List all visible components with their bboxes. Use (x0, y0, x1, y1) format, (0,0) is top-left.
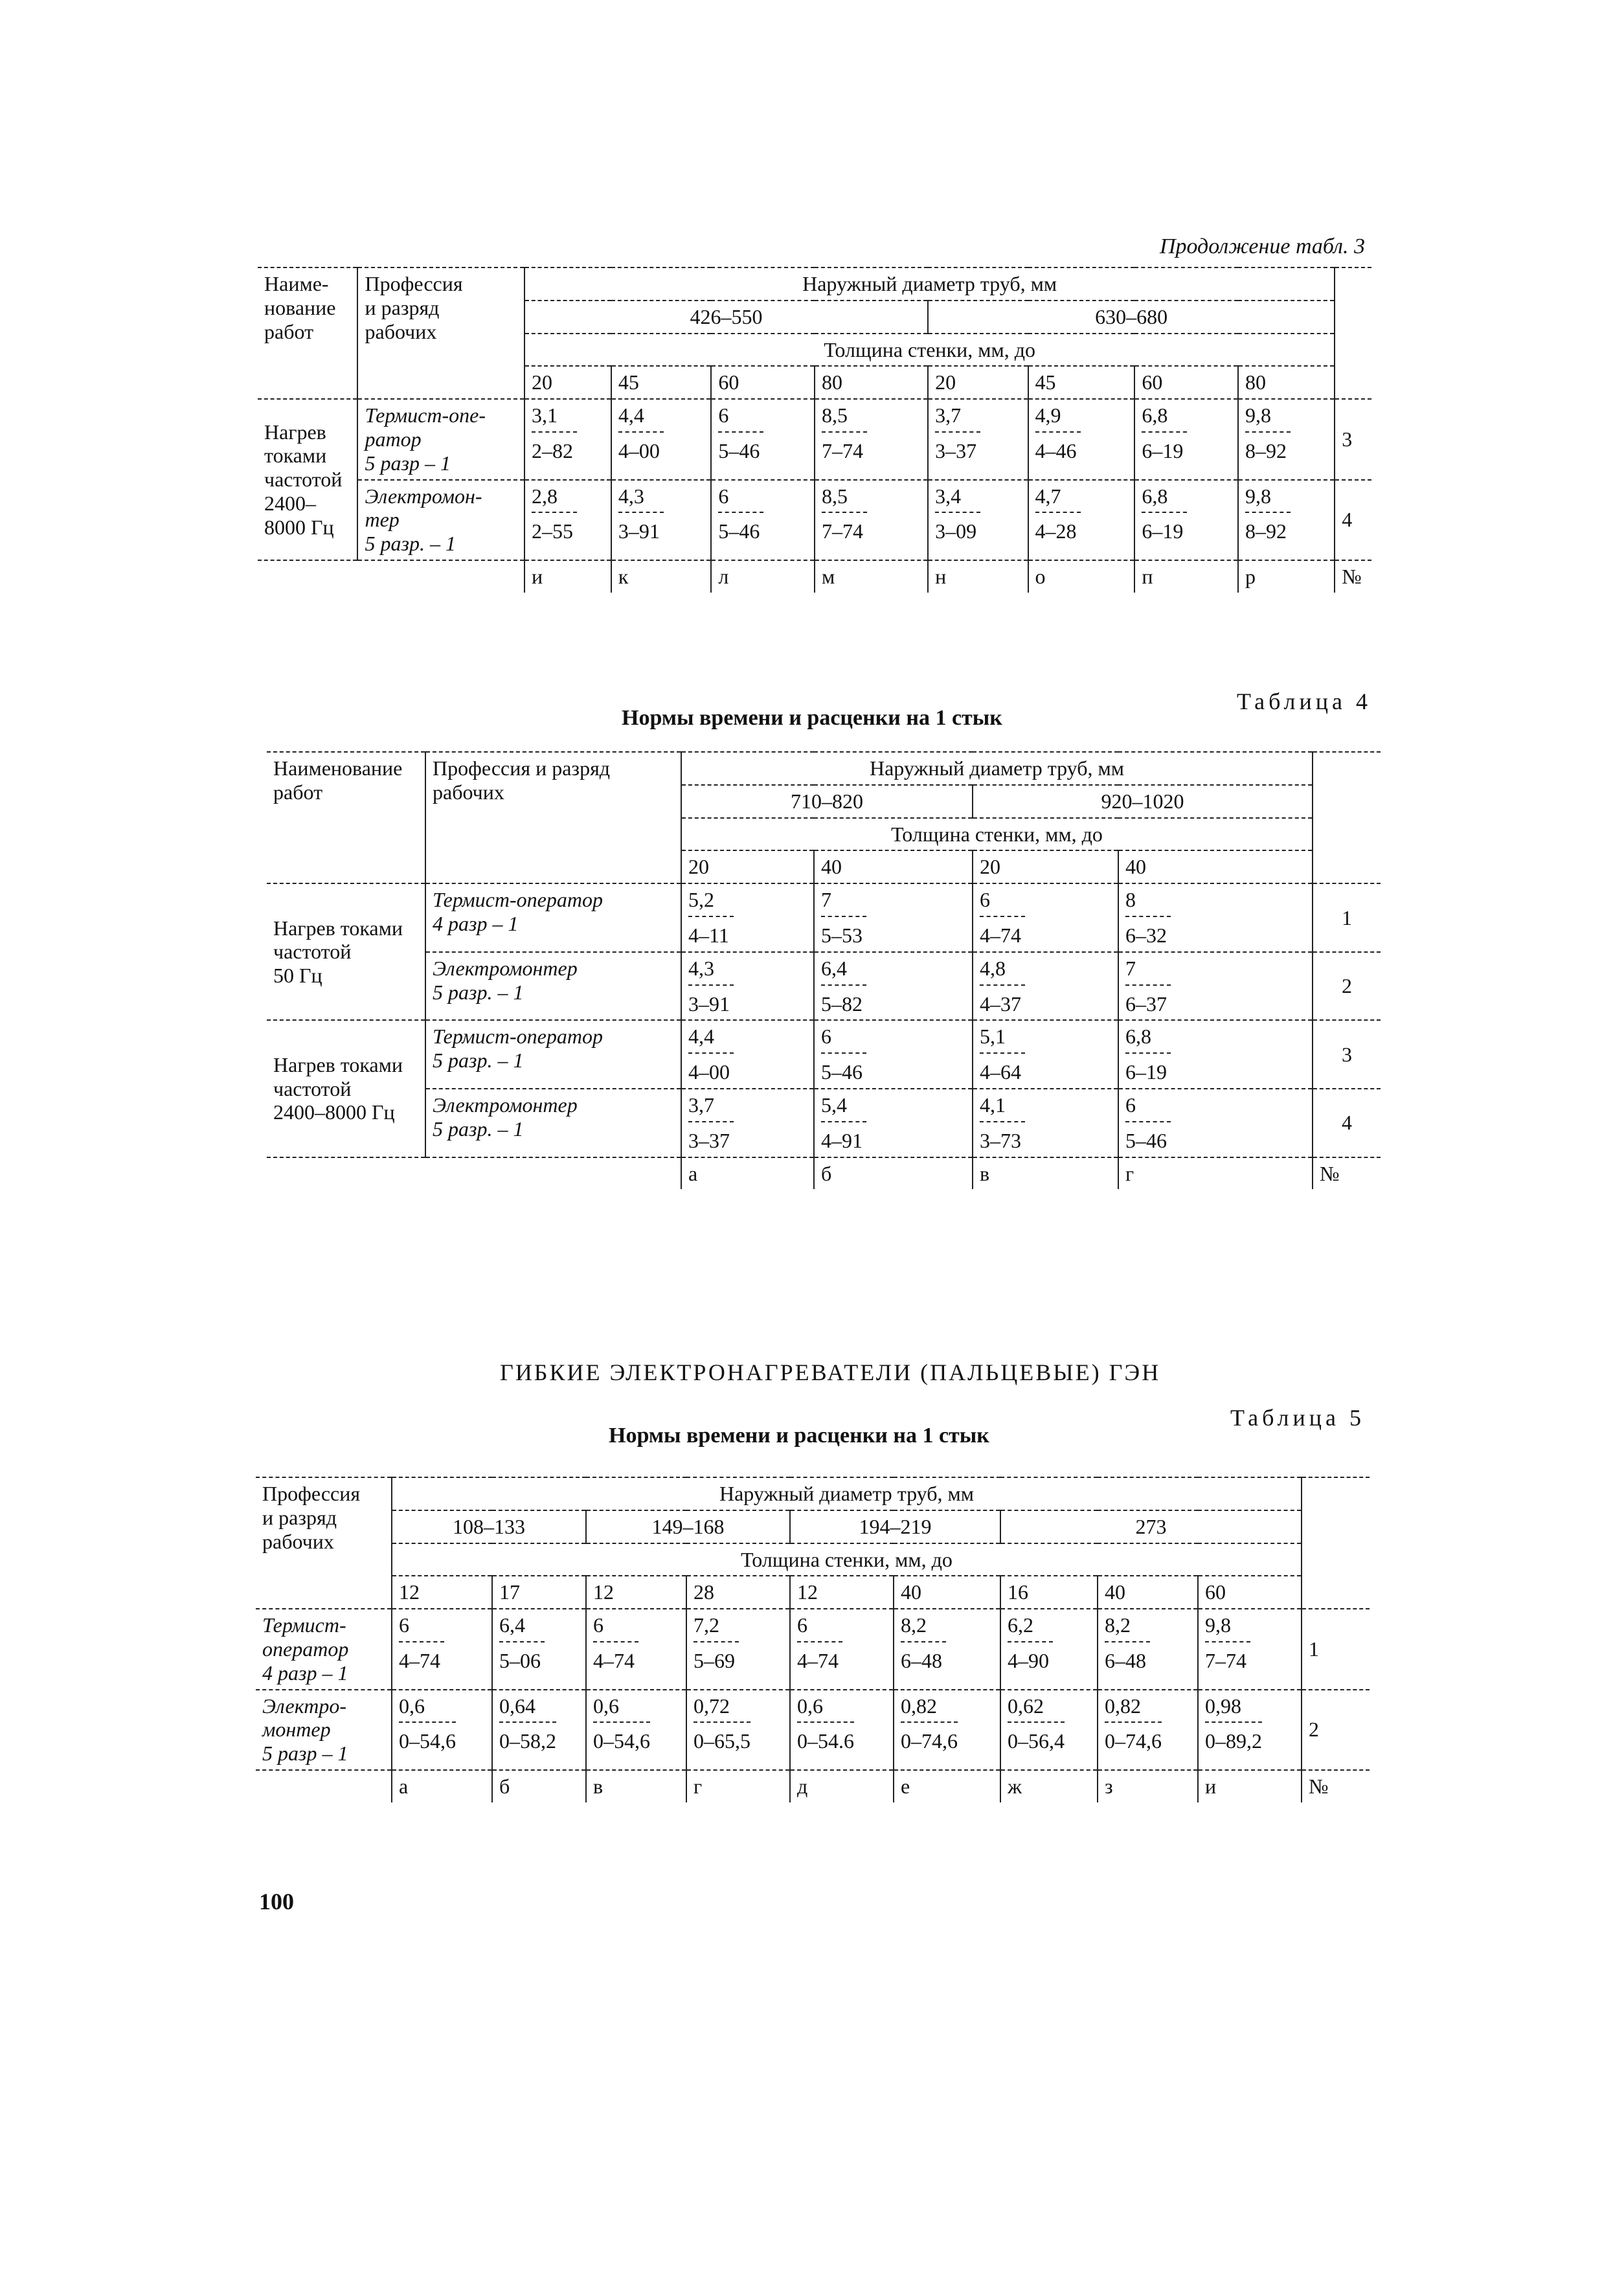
time-norm: 8,2 (1105, 1613, 1150, 1642)
time-norm: 7 (1125, 957, 1171, 986)
value-cell (492, 1690, 586, 1770)
rate: 0–54,6 (399, 1729, 456, 1753)
wall-thickness: 80 (815, 366, 928, 399)
time-norm: 8,2 (901, 1613, 946, 1642)
row-number: 4 (1335, 480, 1371, 560)
rate: 6–48 (1105, 1648, 1146, 1672)
empty-cell (1313, 752, 1381, 883)
column-letter: а (688, 1161, 698, 1185)
time-norm: 4,3 (618, 484, 664, 514)
time-norm: 6 (593, 1613, 638, 1642)
value-cell (1198, 1609, 1302, 1689)
value-cell (1238, 399, 1335, 479)
time-norm: 4,4 (688, 1025, 734, 1054)
wall-thickness: 60 (1134, 366, 1238, 399)
rate: 6–32 (1125, 923, 1167, 947)
value-cell (686, 1609, 790, 1689)
rate: 3–37 (935, 438, 977, 462)
time-norm: 9,8 (1205, 1613, 1250, 1642)
page-number: 100 (259, 1889, 294, 1914)
rate: 3–91 (688, 992, 730, 1016)
continuation-label: Продолжение табл. 3 (1159, 234, 1365, 258)
rate: 5–46 (718, 519, 760, 543)
value-cell (611, 399, 711, 479)
letter-row (267, 1157, 1381, 1190)
wall-thickness: 45 (1028, 366, 1135, 399)
time-norm: 6 (718, 403, 763, 433)
value-cell (790, 1690, 894, 1770)
diameter-range: 149–168 (586, 1510, 790, 1543)
time-norm: 6,8 (1142, 403, 1187, 433)
profession: Электро- монтер 5 разр – 1 (256, 1690, 392, 1770)
column-letter: и (1198, 1770, 1302, 1802)
table-4-grid (267, 751, 1381, 1189)
time-norm: 4,8 (980, 957, 1025, 986)
rate: 3–73 (980, 1128, 1021, 1152)
rate: 6–48 (901, 1648, 942, 1672)
column-letter: и (531, 564, 543, 588)
wall-thickness: 20 (973, 850, 1118, 883)
column-letter: а (399, 1774, 409, 1798)
value-cell (392, 1609, 492, 1689)
time-norm: 9,8 (1245, 484, 1291, 514)
column-header-profession: Профессия и разряд рабочих (357, 267, 524, 399)
time-norm: 0,98 (1205, 1694, 1262, 1723)
diameter-range: 426–550 (524, 301, 928, 334)
time-norm: 8,5 (822, 403, 867, 433)
profession: Электромонтер 5 разр. – 1 (425, 1089, 681, 1157)
time-norm: 0,72 (694, 1694, 750, 1723)
value-cell (1118, 883, 1313, 952)
rate: 4–74 (797, 1648, 839, 1672)
column-header-profession: Профессия и разряд рабочих (256, 1477, 392, 1609)
rate: 4–28 (1035, 519, 1077, 543)
value-cell (524, 399, 611, 479)
time-norm: 4,3 (688, 957, 734, 986)
column-letter: д (790, 1770, 894, 1802)
rate: 0–54,6 (593, 1729, 650, 1753)
column-letter: п (1134, 560, 1238, 593)
rate: 8–92 (1245, 519, 1287, 543)
wall-thickness: 17 (492, 1576, 586, 1609)
value-cell (1134, 399, 1238, 479)
table-3-grid (258, 267, 1371, 593)
table-row (258, 480, 1371, 560)
row-number: 2 (1313, 952, 1381, 1021)
diameter-range: 710–820 (681, 785, 973, 818)
time-norm: 0,64 (499, 1694, 556, 1723)
rate: 0–56,4 (1008, 1729, 1065, 1753)
header-diameter: Наружный диаметр труб, мм (392, 1477, 1302, 1510)
rate: 2–82 (531, 438, 573, 462)
header-diameter: Наружный диаметр труб, мм (524, 267, 1335, 301)
rate: 3–09 (935, 519, 977, 543)
value-cell (928, 480, 1028, 560)
rate: 4–00 (688, 1060, 730, 1084)
column-letter: в (973, 1157, 1118, 1190)
rate: 6–19 (1125, 1060, 1167, 1084)
wall-thickness: 40 (1118, 850, 1313, 883)
time-norm: 6 (718, 484, 763, 514)
row-number: 3 (1313, 1020, 1381, 1089)
profession: Термист-опе- ратор 5 разр – 1 (357, 399, 524, 479)
value-cell (894, 1609, 1000, 1689)
diameter-range: 108–133 (392, 1510, 586, 1543)
diameter-range: 920–1020 (973, 785, 1313, 818)
wall-thickness: 40 (1098, 1576, 1198, 1609)
rate: 0–74,6 (1105, 1729, 1162, 1753)
value-cell (1098, 1609, 1198, 1689)
value-cell (1118, 1020, 1313, 1089)
empty-cell (357, 560, 524, 593)
header-wall-thickness: Толщина стенки, мм, до (392, 1543, 1302, 1576)
value-cell (524, 480, 611, 560)
column-letter: з (1098, 1770, 1198, 1802)
value-cell (1198, 1690, 1302, 1770)
rate: 5–82 (821, 992, 863, 1016)
time-norm: 0,6 (399, 1694, 456, 1723)
rate: 3–91 (618, 519, 660, 543)
value-cell (681, 1089, 814, 1157)
wall-thickness: 28 (686, 1576, 790, 1609)
time-norm: 4,7 (1035, 484, 1081, 514)
row-number: 2 (1302, 1690, 1370, 1770)
table-row (256, 1690, 1370, 1770)
value-cell (973, 883, 1118, 952)
time-norm: 3,1 (532, 403, 577, 433)
work-name: Нагрев токами частотой 2400– 8000 Гц (258, 399, 357, 560)
column-letter: м (815, 560, 928, 593)
empty-cell (1302, 1477, 1370, 1609)
value-cell (928, 399, 1028, 479)
time-norm: 8 (1125, 888, 1171, 917)
column-header-work: Наименование работ (267, 752, 425, 883)
time-norm: 0,82 (1105, 1694, 1162, 1723)
time-norm: 6 (797, 1613, 842, 1642)
rate: 6–37 (1125, 992, 1167, 1016)
value-cell (1000, 1609, 1098, 1689)
wall-thickness: 12 (790, 1576, 894, 1609)
wall-thickness: 60 (711, 366, 815, 399)
table-5-title: Нормы времени и расценки на 1 стык (609, 1424, 989, 1448)
table-row (267, 1089, 1381, 1157)
profession: Термист-оператор 5 разр. – 1 (425, 1020, 681, 1089)
letter-row (258, 560, 1371, 593)
table-5-grid (256, 1477, 1370, 1802)
column-letter: б (814, 1157, 973, 1190)
column-header-profession: Профессия и разряд рабочих (425, 752, 681, 883)
rate: 5–46 (821, 1060, 863, 1084)
rate: 4–74 (593, 1648, 635, 1672)
rate: 7–74 (821, 519, 863, 543)
empty-cell (267, 1157, 425, 1190)
profession: Электромон- тер 5 разр. – 1 (357, 480, 524, 560)
rate: 4–11 (688, 923, 729, 947)
value-cell (894, 1690, 1000, 1770)
value-cell (586, 1609, 686, 1689)
time-norm: 7,2 (694, 1613, 739, 1642)
wall-thickness: 45 (611, 366, 711, 399)
empty-cell (425, 1157, 681, 1190)
value-cell (1028, 399, 1135, 479)
value-cell (814, 952, 973, 1021)
value-cell (1098, 1690, 1198, 1770)
time-norm: 3,7 (688, 1093, 734, 1122)
table-row (267, 952, 1381, 1021)
empty-cell (1335, 267, 1371, 399)
row-number: 4 (1313, 1089, 1381, 1157)
column-letter: л (711, 560, 815, 593)
time-norm: 6 (399, 1613, 444, 1642)
header-wall-thickness: Толщина стенки, мм, до (681, 818, 1313, 851)
value-cell (1118, 1089, 1313, 1157)
header-diameter: Наружный диаметр труб, мм (681, 752, 1313, 785)
rate: 6–19 (1142, 438, 1184, 462)
row-number: 1 (1313, 883, 1381, 952)
rate: 0–89,2 (1205, 1729, 1262, 1753)
row-number: 3 (1335, 399, 1371, 479)
time-norm: 0,6 (797, 1694, 854, 1723)
number-sign: № (1302, 1770, 1370, 1802)
header-wall-thickness: Толщина стенки, мм, до (524, 334, 1335, 367)
diameter-range: 630–680 (928, 301, 1335, 334)
value-cell (790, 1609, 894, 1689)
diameter-range: 194–219 (790, 1510, 1000, 1543)
value-cell (814, 1089, 973, 1157)
diameter-range: 273 (1000, 1510, 1302, 1543)
rate: 3–37 (688, 1128, 730, 1152)
table-row (267, 883, 1381, 952)
time-norm: 7 (821, 888, 866, 917)
time-norm: 8,5 (822, 484, 867, 514)
rate: 4–64 (980, 1060, 1021, 1084)
time-norm: 6 (1125, 1093, 1171, 1122)
profession: Термист- оператор 4 разр – 1 (256, 1609, 392, 1689)
time-norm: 2,8 (532, 484, 577, 514)
work-name: Нагрев токами частотой 2400–8000 Гц (267, 1020, 425, 1157)
wall-thickness: 40 (814, 850, 973, 883)
time-norm: 0,62 (1008, 1694, 1065, 1723)
column-letter: о (1028, 560, 1135, 593)
value-cell (686, 1690, 790, 1770)
time-norm: 6,4 (499, 1613, 545, 1642)
wall-thickness: 12 (586, 1576, 686, 1609)
table-row (267, 1020, 1381, 1089)
number-sign: № (1313, 1157, 1381, 1190)
column-header-work: Наиме- нование работ (258, 267, 357, 399)
letter-row (256, 1770, 1370, 1802)
value-cell (973, 952, 1118, 1021)
wall-thickness: 20 (524, 366, 611, 399)
rate: 0–58,2 (499, 1729, 556, 1753)
rate: 0–54.6 (797, 1729, 854, 1753)
value-cell (586, 1690, 686, 1770)
column-letter: р (1238, 560, 1335, 593)
time-norm: 0,6 (593, 1694, 650, 1723)
rate: 5–69 (694, 1648, 735, 1672)
value-cell (1000, 1690, 1098, 1770)
wall-thickness: 12 (392, 1576, 492, 1609)
rate: 4–37 (980, 992, 1021, 1016)
value-cell (492, 1609, 586, 1689)
wall-thickness: 20 (681, 850, 814, 883)
wall-thickness: 16 (1000, 1576, 1098, 1609)
section-heading: ГИБКИЕ ЭЛЕКТРОНАГРЕВАТЕЛИ (ПАЛЬЦЕВЫЕ) ГЭН (500, 1359, 1161, 1385)
rate: 4–74 (399, 1648, 440, 1672)
value-cell (681, 952, 814, 1021)
value-cell (815, 399, 928, 479)
value-cell (711, 480, 815, 560)
time-norm: 6,2 (1008, 1613, 1053, 1642)
column-letter: г (1118, 1157, 1313, 1190)
table-4-title: Нормы времени и расценки на 1 стык (622, 706, 1002, 730)
column-letter: е (894, 1770, 1000, 1802)
time-norm: 0,82 (901, 1694, 958, 1723)
rate: 4–91 (821, 1128, 863, 1152)
rate: 0–74,6 (901, 1729, 958, 1753)
table-4-label: Таблица 4 (1237, 688, 1371, 714)
profession: Электромонтер 5 разр. – 1 (425, 952, 681, 1021)
rate: 7–74 (821, 438, 863, 462)
time-norm: 9,8 (1245, 403, 1291, 433)
time-norm: 4,9 (1035, 403, 1081, 433)
time-norm: 4,1 (980, 1093, 1025, 1122)
column-letter: г (686, 1770, 790, 1802)
rate: 8–92 (1245, 438, 1287, 462)
row-number: 1 (1302, 1609, 1370, 1689)
value-cell (611, 480, 711, 560)
time-norm: 5,4 (821, 1093, 866, 1122)
rate: 4–90 (1008, 1648, 1049, 1672)
time-norm: 6,4 (821, 957, 866, 986)
time-norm: 5,1 (980, 1025, 1025, 1054)
column-letter: в (586, 1770, 686, 1802)
rate: 4–00 (618, 438, 660, 462)
time-norm: 4,4 (618, 403, 664, 433)
value-cell (711, 399, 815, 479)
time-norm: 6 (980, 888, 1025, 917)
value-cell (815, 480, 928, 560)
value-cell (1118, 952, 1313, 1021)
time-norm: 5,2 (688, 888, 734, 917)
table-5-label: Таблица 5 (1230, 1405, 1365, 1431)
value-cell (814, 883, 973, 952)
time-norm: 6 (821, 1025, 866, 1054)
table-row (258, 399, 1371, 479)
value-cell (973, 1089, 1118, 1157)
time-norm: 6,8 (1125, 1025, 1171, 1054)
value-cell (814, 1020, 973, 1089)
value-cell (681, 883, 814, 952)
rate: 0–65,5 (694, 1729, 750, 1753)
time-norm: 6,8 (1142, 484, 1187, 514)
value-cell (1238, 480, 1335, 560)
rate: 4–74 (980, 923, 1021, 947)
time-norm: 3,7 (935, 403, 980, 433)
rate: 5–46 (1125, 1128, 1167, 1152)
work-name: Нагрев токами частотой 50 Гц (267, 883, 425, 1020)
empty-cell (258, 560, 357, 593)
rate: 5–53 (821, 923, 863, 947)
column-letter: к (611, 560, 711, 593)
value-cell (1028, 480, 1135, 560)
time-norm: 3,4 (935, 484, 980, 514)
value-cell (392, 1690, 492, 1770)
empty-cell (256, 1770, 392, 1802)
rate: 7–74 (1205, 1648, 1246, 1672)
column-letter: б (492, 1770, 586, 1802)
value-cell (973, 1020, 1118, 1089)
profession: Термист-оператор 4 разр – 1 (425, 883, 681, 952)
wall-thickness: 40 (894, 1576, 1000, 1609)
rate: 4–46 (1035, 438, 1077, 462)
column-letter: н (928, 560, 1028, 593)
number-sign: № (1335, 560, 1371, 593)
rate: 5–46 (718, 438, 760, 462)
wall-thickness: 80 (1238, 366, 1335, 399)
value-cell (681, 1020, 814, 1089)
rate: 2–55 (531, 519, 573, 543)
value-cell (1134, 480, 1238, 560)
rate: 5–06 (499, 1648, 541, 1672)
table-row (256, 1609, 1370, 1689)
column-letter: ж (1000, 1770, 1098, 1802)
rate: 6–19 (1142, 519, 1184, 543)
wall-thickness: 20 (928, 366, 1028, 399)
wall-thickness: 60 (1198, 1576, 1302, 1609)
